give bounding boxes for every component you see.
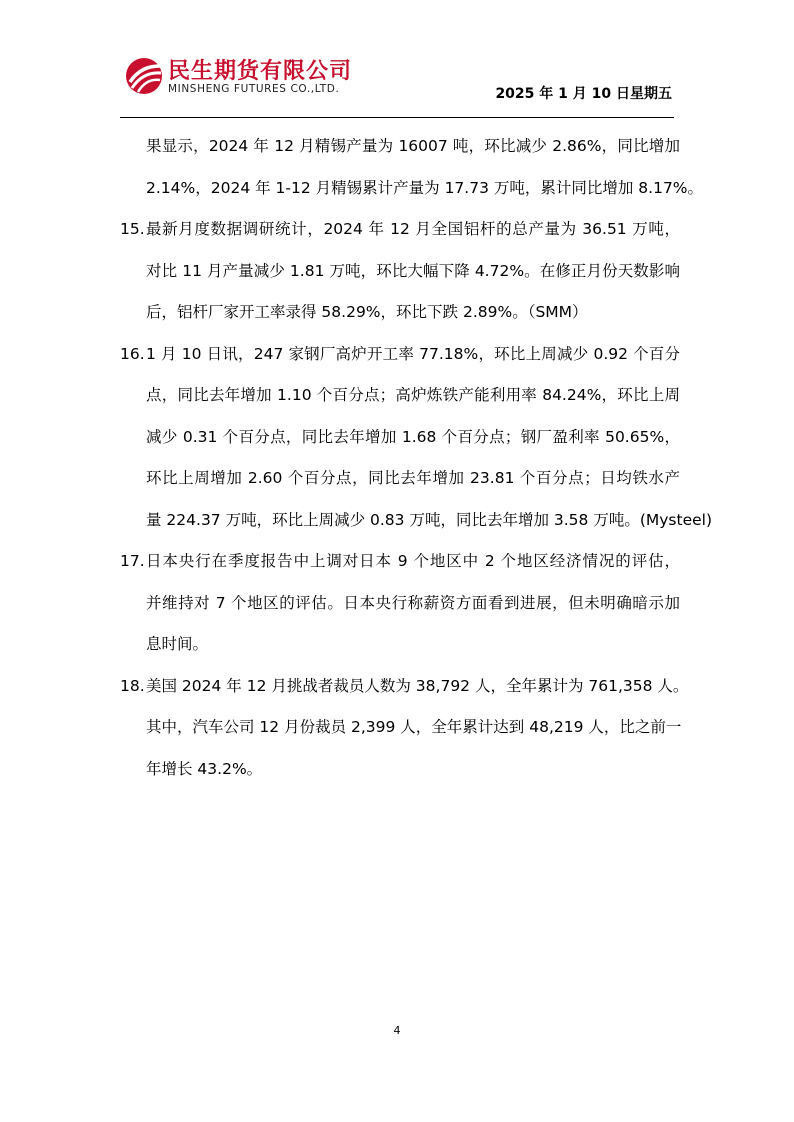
company-logo — [124, 54, 374, 100]
paragraph-line: 最新月度数据调研统计，2024 年 12 月全国铝杆的总产量为 36.51 万吨， — [146, 220, 680, 238]
paragraph-line: 美国 2024 年 12 月挑战者裁员人数为 38,792 人，全年累计为 761,358 人。 — [146, 676, 689, 695]
list-item — [120, 541, 680, 666]
paragraph-line: 2.14%，2024 年 1-12 月精锡累计产量为 17.73 万吨，累计同比增加 8.17%。 — [146, 178, 704, 197]
paragraph-line: 减少 0.31 个百分点，同比去年增加 1.68 个百分点；钢厂盈利率 50.65%， — [146, 427, 680, 446]
report-date: 2025 年 1 月 10 日星期五 — [495, 86, 672, 102]
minsheng-logo-icon — [124, 56, 164, 96]
page-header — [0, 0, 794, 120]
paragraph-line: 日本央行在季度报告中上调对日本 9 个地区中 2 个地区经济情况的评估， — [146, 552, 680, 570]
list-item — [120, 209, 680, 334]
page-number: 4 — [393, 1024, 401, 1037]
item-number: 16. — [120, 344, 145, 363]
paragraph-line: 点，同比去年增加 1.10 个百分点；高炉炼铁产能利用率 84.24%，环比上周 — [146, 386, 680, 404]
paragraph-line: 对比 11 月产量减少 1.81 万吨，环比大幅下降 4.72%。在修正月份天数影响 — [146, 261, 680, 280]
item-number: 15. — [120, 220, 145, 238]
header-divider — [120, 117, 674, 118]
paragraph-line: 其中，汽车公司 12 月份裁员 2,399 人，全年累计达到 48,219 人，比之前一 — [146, 718, 682, 736]
paragraph-line: 息时间。 — [146, 635, 209, 653]
news-list — [120, 126, 712, 790]
item-number: 18. — [120, 676, 145, 695]
list-item — [120, 334, 712, 542]
paragraph-line: 1 月 10 日讯，247 家钢厂高炉开工率 77.18%，环比上周减少 0.92 个百分 — [146, 344, 680, 363]
paragraph-line: 果显示，2024 年 12 月精锡产量为 16007 吨，环比减少 2.86%，同比增加 — [146, 137, 680, 155]
paragraph-line: 并维持对 7 个地区的评估。日本央行称薪资方面看到进展，但未明确暗示加 — [146, 593, 680, 612]
list-item — [120, 126, 704, 209]
item-number: 17. — [120, 552, 145, 570]
logo-chinese-name: 民生期货有限公司 — [168, 59, 353, 84]
paragraph-line: 量 224.37 万吨，环比上周减少 0.83 万吨，同比去年增加 3.58 万吨。(Mysteel) — [146, 510, 712, 529]
paragraph-line: 环比上周增加 2.60 个百分点，同比去年增加 23.81 个百分点；日均铁水产 — [146, 469, 680, 487]
list-item — [120, 666, 689, 791]
logo-english-name: MINSHENG FUTURES CO.,LTD. — [168, 83, 340, 95]
paragraph-line: 后，铝杆厂家开工率录得 58.29%，环比下跌 2.89%。（SMM） — [146, 303, 588, 321]
paragraph-line: 年增长 43.2%。 — [146, 759, 263, 778]
